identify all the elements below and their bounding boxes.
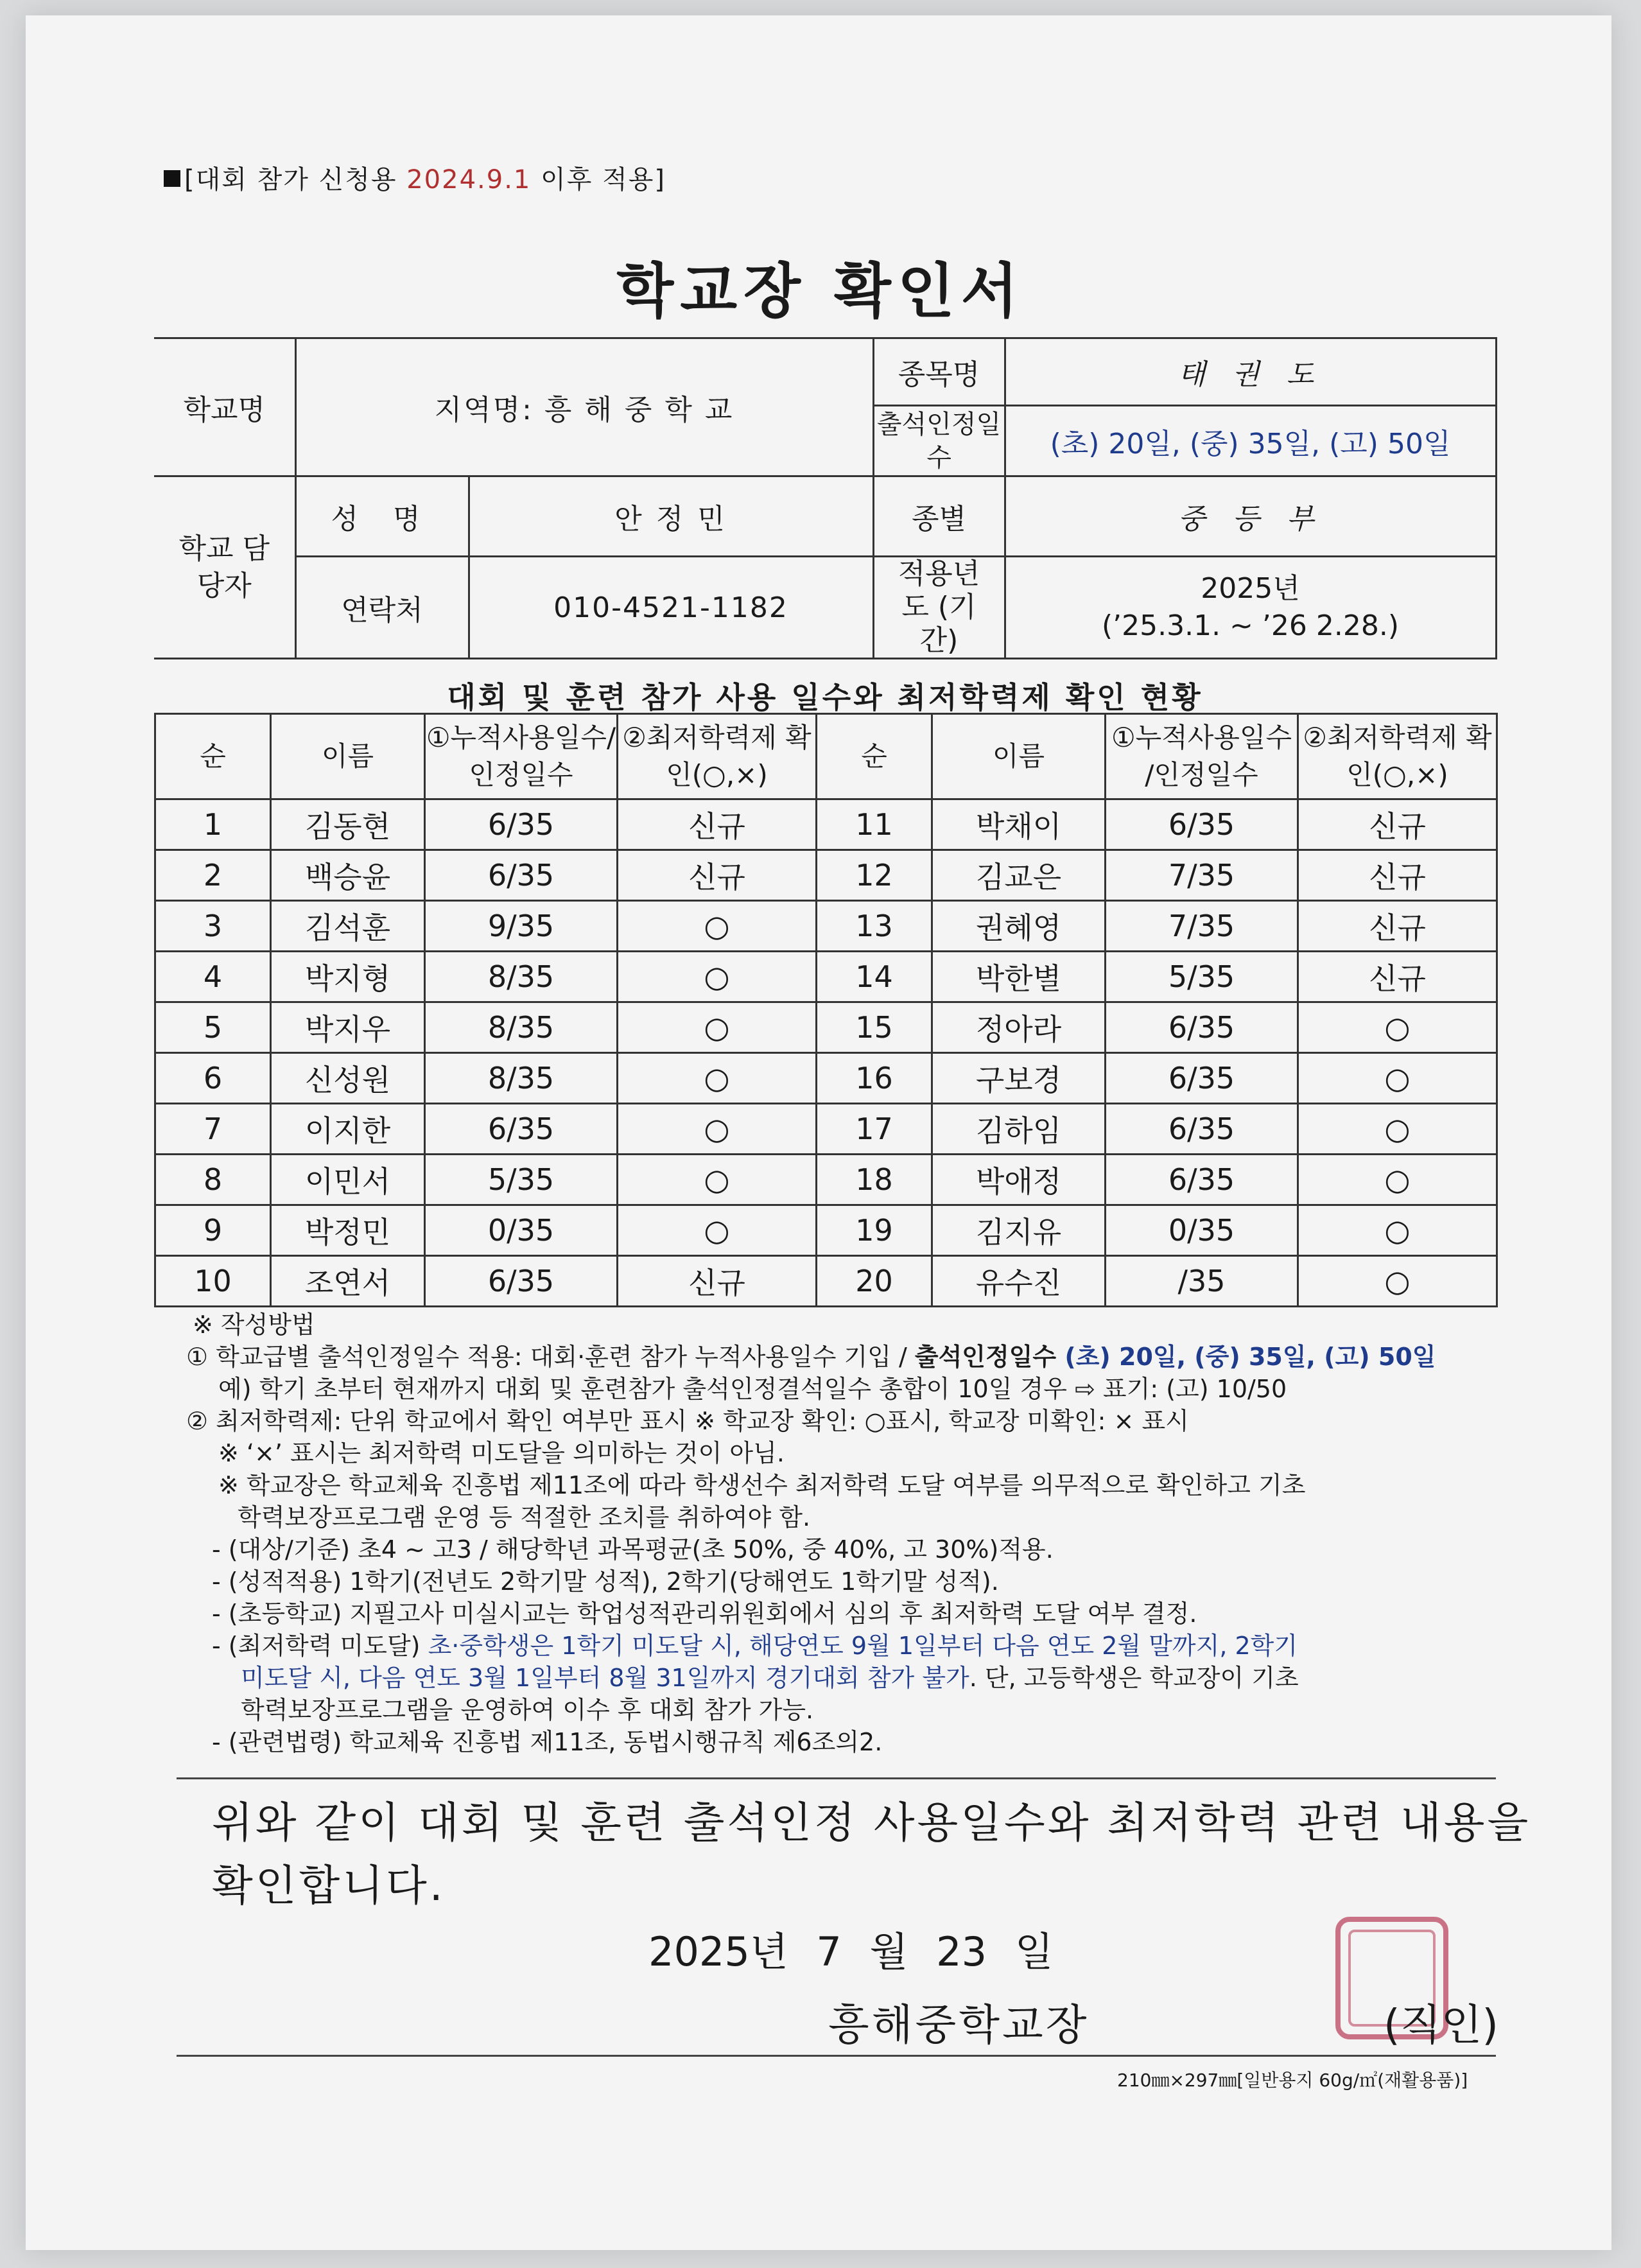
used-days: 6/35 [1106, 1155, 1298, 1205]
school-info-table [154, 337, 1497, 659]
min-grade-check: ○ [618, 1053, 817, 1104]
table-row [155, 799, 1497, 850]
min-grade-check: ○ [618, 952, 817, 1002]
used-days: 7/35 [1106, 850, 1298, 901]
header-days: ①누적사용일수 /인정일수 [1106, 714, 1298, 799]
notes-heading: ※ 작성방법 [193, 1311, 315, 1339]
min-grade-check: 신규 [1298, 799, 1497, 850]
header-check: ②최저학력제 확인(○,×) [1298, 714, 1497, 799]
note-1-example: 예) 학기 초부터 현재까지 대회 및 훈련참가 출석인정결석일수 총합이 10일 경우 ⇨ 표기: (고) 10/50 [218, 1375, 1287, 1403]
attendance-value: (초) 20일, (중) 35일, (고) 50일 [1005, 406, 1496, 476]
used-days: 6/35 [425, 1256, 618, 1307]
table-row [155, 1053, 1497, 1104]
confirmation-statement: 위와 같이 대회 및 훈련 출석인정 사용일수와 최저학력 관련 내용을 확인합니다. [212, 1798, 1531, 1910]
student-name: 구보경 [932, 1053, 1106, 1104]
table-row [155, 1104, 1497, 1155]
min-grade-check: 신규 [1298, 952, 1497, 1002]
event-value: 태 권 도 [1005, 338, 1496, 406]
attendance-label: 출석인정일수 [873, 406, 1005, 476]
min-grade-check: 신규 [1298, 850, 1497, 901]
student-name: 박애정 [932, 1155, 1106, 1205]
row-no: 1 [155, 799, 271, 850]
min-grade-check: ○ [618, 901, 817, 952]
student-name: 김하임 [932, 1104, 1106, 1155]
student-name: 박채이 [932, 799, 1106, 850]
row-no: 8 [155, 1155, 271, 1205]
row-no: 17 [817, 1104, 932, 1155]
division-label: 종별 [873, 476, 1005, 557]
used-days: 7/35 [1106, 901, 1298, 952]
student-name: 박지우 [271, 1002, 425, 1053]
student-name: 김교은 [932, 850, 1106, 901]
row-no: 5 [155, 1002, 271, 1053]
used-days: 6/35 [425, 850, 618, 901]
used-days: 6/35 [425, 1104, 618, 1155]
divider [177, 2055, 1496, 2057]
header-no: 순 [817, 714, 932, 799]
min-grade-check: ○ [618, 1205, 817, 1256]
instructions-notes [186, 1309, 1509, 1758]
year-value: 2025년 [1201, 572, 1300, 605]
note-2a: ※ ‘×’ 표시는 최저학력 미도달을 의미하는 것이 아님. [218, 1439, 785, 1467]
row-no: 9 [155, 1205, 271, 1256]
contact-value: 010-4521-1182 [469, 557, 873, 659]
division-value: 중 등 부 [1005, 476, 1496, 557]
note-grades: - (성적적용) 1학기(전년도 2학기말 성적), 2학기(당해연도 1학기말 성적). [212, 1567, 999, 1596]
page-title: 학교장 확인서 [616, 257, 1025, 326]
note-2c: 학력보장프로그램 운영 등 적절한 조치를 취하여야 함. [238, 1503, 811, 1531]
row-no: 20 [817, 1256, 932, 1307]
used-days: 6/35 [1106, 1053, 1298, 1104]
row-no: 11 [817, 799, 932, 850]
table-row [155, 1256, 1497, 1307]
note-unmet-cont: 미도달 시, 다음 연도 3월 1일부터 8월 31일까지 경기대회 참가 불가. 단, 고등학생은 학교장이 기초 [241, 1664, 1299, 1692]
roster-table [154, 713, 1498, 1307]
seal-label: (직인) [1384, 2000, 1499, 2050]
signature-date: 2025년 7 월 23 일 [648, 1928, 1054, 1975]
min-grade-check: ○ [1298, 1104, 1497, 1155]
principal-name: 흥해중학교장 [828, 2000, 1090, 2050]
header-days: ①누적사용일수/인정일수 [425, 714, 618, 799]
min-grade-check: ○ [1298, 1155, 1497, 1205]
table-row [155, 1155, 1497, 1205]
note-2: ② 최저학력제: 단위 학교에서 확인 여부만 표시 ※ 학교장 확인: ○표시, 학교장 미확인: × 표시 [186, 1407, 1189, 1435]
student-name: 김동현 [271, 799, 425, 850]
note-2b: ※ 학교장은 학교체육 진흥법 제11조에 따라 학생선수 최저학력 도달 여부를 의무적으로 확인하고 기초 [218, 1471, 1306, 1499]
student-name: 이민서 [271, 1155, 425, 1205]
row-no: 4 [155, 952, 271, 1002]
name-label: 성 명 [295, 476, 469, 557]
row-no: 16 [817, 1053, 932, 1104]
period-value: (’25.3.1. ~ ’26 2.28.) [1102, 609, 1400, 642]
note-1: ① 학교급별 출석인정일수 적용: 대회·훈련 참가 누적사용일수 기입 / 출석인정일수 (초) 20일, (중) 35일, (고) 50일 [186, 1343, 1436, 1371]
row-no: 13 [817, 901, 932, 952]
header-check: ②최저학력제 확인(○,×) [618, 714, 817, 799]
student-name: 김지유 [932, 1205, 1106, 1256]
student-name: 백승윤 [271, 850, 425, 901]
header-no: 순 [155, 714, 271, 799]
row-no: 15 [817, 1002, 932, 1053]
min-grade-check: ○ [1298, 1205, 1497, 1256]
roster-subtitle: 대회 및 훈련 참가 사용 일수와 최저학력제 확인 현황 [447, 680, 1203, 715]
row-no: 7 [155, 1104, 271, 1155]
min-grade-check: 신규 [618, 799, 817, 850]
used-days: 0/35 [425, 1205, 618, 1256]
year-cell [1005, 557, 1496, 659]
divider [177, 1777, 1496, 1779]
student-name: 이지한 [271, 1104, 425, 1155]
min-grade-check: ○ [1298, 1256, 1497, 1307]
contact-label: 연락처 [295, 557, 469, 659]
note-unmet-cont2: 학력보장프로그램을 운영하여 이수 후 대회 참가 가능. [241, 1696, 814, 1724]
row-no: 18 [817, 1155, 932, 1205]
row-no: 19 [817, 1205, 932, 1256]
row-no: 14 [817, 952, 932, 1002]
min-grade-check: 신규 [1298, 901, 1497, 952]
used-days: 8/35 [425, 1002, 618, 1053]
min-grade-check: 신규 [618, 1256, 817, 1307]
year-label: 적용년도 (기간) [873, 557, 1005, 659]
used-days: 9/35 [425, 901, 618, 952]
student-name: 김석훈 [271, 901, 425, 952]
student-name: 유수진 [932, 1256, 1106, 1307]
manager-label: 학교 담당자 [154, 476, 295, 659]
used-days: 6/35 [1106, 1104, 1298, 1155]
student-name: 권혜영 [932, 901, 1106, 952]
row-no: 3 [155, 901, 271, 952]
note-elementary: - (초등학교) 지필고사 미실시교는 학업성적관리위원회에서 심의 후 최저학력 도달 여부 결정. [212, 1600, 1197, 1628]
student-name: 신성원 [271, 1053, 425, 1104]
row-no: 6 [155, 1053, 271, 1104]
table-row [155, 1002, 1497, 1053]
row-no: 2 [155, 850, 271, 901]
used-days: 8/35 [425, 1053, 618, 1104]
row-no: 10 [155, 1256, 271, 1307]
black-square-icon [164, 170, 180, 187]
event-label: 종목명 [873, 338, 1005, 406]
application-note: [대회 참가 신청용 2024.9.1 이후 적용] [164, 159, 666, 196]
used-days: 0/35 [1106, 1205, 1298, 1256]
used-days: /35 [1106, 1256, 1298, 1307]
note-law: - (관련법령) 학교체육 진흥법 제11조, 동법시행규칙 제6조의2. [212, 1728, 883, 1756]
table-row [155, 850, 1497, 901]
table-row [155, 1205, 1497, 1256]
row-no: 12 [817, 850, 932, 901]
student-name: 조연서 [271, 1256, 425, 1307]
used-days: 6/35 [1106, 1002, 1298, 1053]
note-target: - (대상/기준) 초4 ~ 고3 / 해당학년 과목평균(초 50%, 중 40%, 고 30%)적용. [212, 1535, 1054, 1564]
apply-date: 2024.9.1 [406, 165, 532, 195]
table-row [155, 952, 1497, 1002]
school-value: 지역명: 흥 해 중 학 교 [295, 338, 873, 476]
note-unmet: - (최저학력 미도달) 초·중학생은 1학기 미도달 시, 해당연도 9월 1일부터 다음 연도 2월 말까지, 2학기 [212, 1632, 1298, 1660]
min-grade-check: 신규 [618, 850, 817, 901]
roster-header-row [155, 714, 1497, 799]
student-name: 박정민 [271, 1205, 425, 1256]
used-days: 6/35 [425, 799, 618, 850]
student-name: 박한별 [932, 952, 1106, 1002]
min-grade-check: ○ [1298, 1002, 1497, 1053]
min-grade-check: ○ [1298, 1053, 1497, 1104]
used-days: 6/35 [1106, 799, 1298, 850]
min-grade-check: ○ [618, 1002, 817, 1053]
name-value: 안 정 민 [469, 476, 873, 557]
used-days: 5/35 [1106, 952, 1298, 1002]
header-name: 이름 [271, 714, 425, 799]
used-days: 8/35 [425, 952, 618, 1002]
min-grade-check: ○ [618, 1155, 817, 1205]
student-name: 박지형 [271, 952, 425, 1002]
used-days: 5/35 [425, 1155, 618, 1205]
min-grade-check: ○ [618, 1104, 817, 1155]
paper-spec-footer: 210㎜×297㎜[일반용지 60g/㎡(재활용품)] [1117, 2070, 1468, 2091]
table-row [155, 901, 1497, 952]
student-name: 정아라 [932, 1002, 1106, 1053]
school-label: 학교명 [154, 338, 295, 476]
header-name: 이름 [932, 714, 1106, 799]
